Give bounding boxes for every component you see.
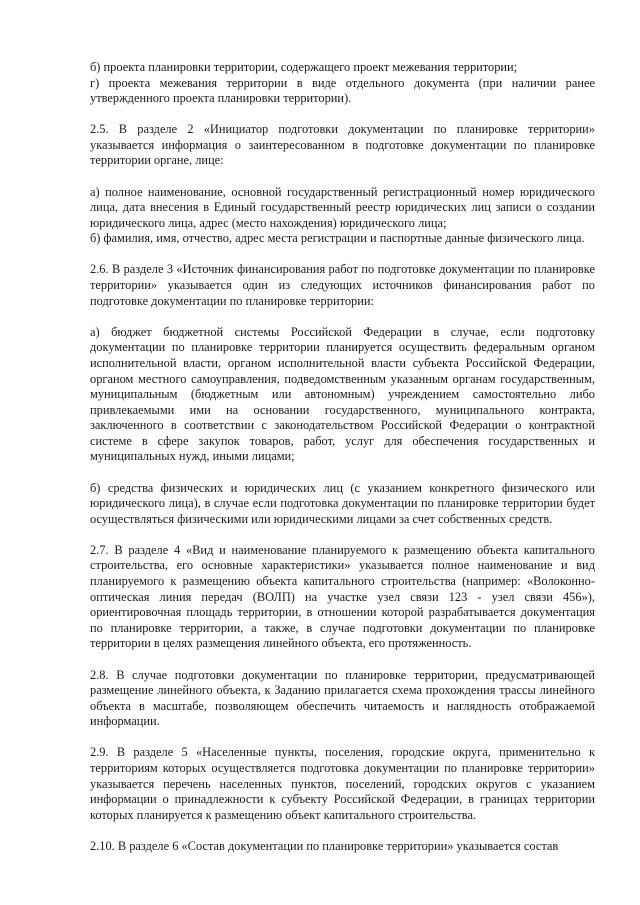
- paragraph-2-7: 2.7. В разделе 4 «Вид и наименование планируемого к размещению объекта капитального строительства, его основные характеристики» указывается полное наименование и вид планируемого к размещению объекта капитального строительства (например: «Волоконно-оптическая линия передач (ВОЛП) на участке узел связи 123 - узел связи 456»), ориентировочная площадь территории, в отношении которой разрабатывается документация по планировке территории, а также, в случае подготовки документации по планировке территории в целях размещения линейного объекта, его протяженность.: [90, 542, 595, 651]
- paragraph-spacer: [90, 652, 595, 668]
- paragraph-2-6-a: а) бюджет бюджетной системы Российской Федерации в случае, если подготовку документации по планировке территории планируется осуществить федеральным органом исполнительной власти, органом исполнительной власти субъекта Российской Федерации, органом местного самоуправления, подведомственным указанным органам государственным, муниципальным (бюджетным или автономным) учреждением самостоятельно либо привлекаемыми ими на основании государственного, муниципального контракта, заключенного в соответствии с законодательством Российской Федерации о контрактной системе в сфере закупок товаров, работ, услуг для обеспечения государственных и муниципальных нужд, иными лицами;: [90, 324, 595, 464]
- paragraph-2-5-a: а) полное наименование, основной государственный регистрационный номер юридического лица, дата внесения в Единый государственный реестр юридических лиц записи о создании юридического лица, адрес (место нахождения) юридического лица;: [90, 184, 595, 230]
- paragraph-spacer: [90, 465, 595, 481]
- paragraph-spacer: [90, 169, 595, 185]
- paragraph-spacer: [90, 309, 595, 325]
- paragraph-item-g-project: г) проекта межевания территории в виде отдельного документа (при наличии ранее утвержденного проекта планировки территории).: [90, 75, 595, 106]
- paragraph-2-8: 2.8. В случае подготовки документации по планировке территории, предусматривающей размещение линейного объекта, к Заданию прилагается схема прохождения трассы линейного объекта в масштабе, позволяющем обеспечить читаемость и наглядность отображаемой информации.: [90, 667, 595, 729]
- paragraph-spacer: [90, 247, 595, 263]
- paragraph-spacer: [90, 730, 595, 746]
- paragraph-2-5: 2.5. В разделе 2 «Инициатор подготовки документации по планировке территории» указывается информация о заинтересованном в подготовке документации по планировке территории органе, лице:: [90, 122, 595, 168]
- paragraph-item-b-project: б) проекта планировки территории, содержащего проект межевания территории;: [90, 60, 518, 74]
- paragraph-spacer: [90, 107, 595, 123]
- paragraph-2-6: 2.6. В разделе 3 «Источник финансирования работ по подготовке документации по планировке территории» указывается один из следующих источников финансирования работ по подготовке документации по планировке территории:: [90, 262, 595, 308]
- paragraph-spacer: [90, 527, 595, 543]
- paragraph-2-6-b: б) средства физических и юридических лиц (с указанием конкретного физического или юридического лица), в случае если подготовка документации по планировке территории будет осуществляться физическими или юридическими лицами за счет собственных средств.: [90, 480, 595, 526]
- document-page: [90, 60, 595, 854]
- paragraph-2-5-b: б) фамилия, имя, отчество, адрес места регистрации и паспортные данные физического лица.: [90, 231, 585, 246]
- paragraph-2-10: 2.10. В разделе 6 «Состав документации по планировке территории» указывается состав: [90, 838, 559, 853]
- paragraph-spacer: [90, 823, 595, 839]
- paragraph-2-9: 2.9. В разделе 5 «Населенные пункты, поселения, городские округа, применительно к территориям которых осуществляется подготовка документации по планировке территории» указывается перечень населенных пунктов, поселений, городских округов с указанием информации о принадлежности к субъекту Российской Федерации, в границах территории которых планируется к размещению объект капитального строительства.: [90, 745, 595, 822]
